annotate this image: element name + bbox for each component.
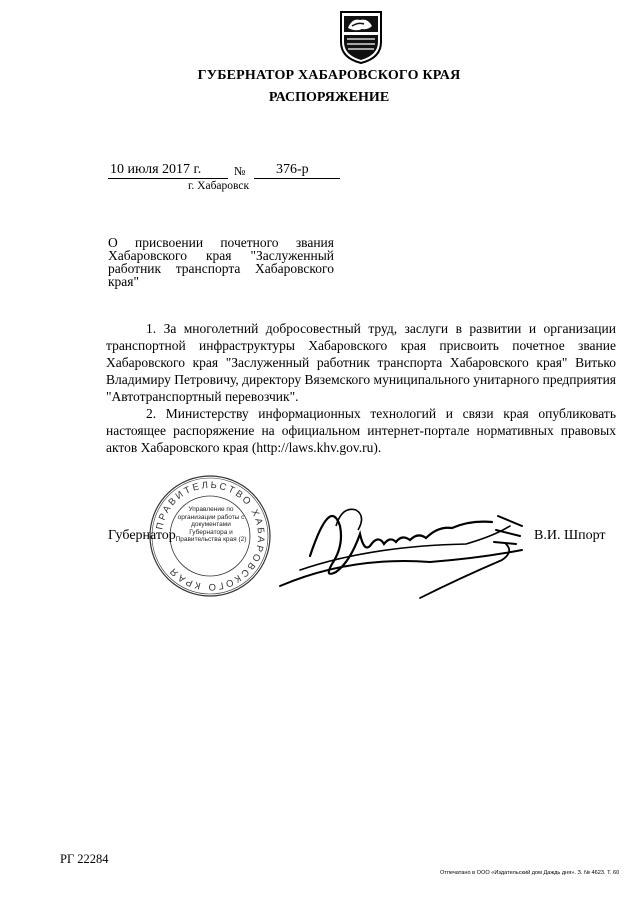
number-underline bbox=[254, 178, 340, 179]
registration-number: РГ 22284 bbox=[60, 852, 109, 866]
stamp-inner-text: Управление по организации работы с документами Губернатора и Правительства края (2) bbox=[175, 506, 247, 543]
handwritten-signature bbox=[270, 486, 530, 602]
body-paragraph-1: 1. За многолетний добросовестный труд, заслуги в развитии и организации транспортной инфраструктуры Хабаровского края присвоить почетное звание Хабаровского края "Заслуженный работник транспорта Хабаровского края" Витько Владимиру Петровичу, директору Вяземского муниципального унитарного предприятия "Автотранспортный перевозчик". bbox=[106, 321, 616, 404]
document-city: г. Хабаровск bbox=[188, 180, 250, 192]
printer-imprint: Отпечатано в ООО «Издательский дом Даждь дня». З. № 4623. Т. 60 bbox=[440, 870, 620, 876]
document-date: 10 июля 2017 г. bbox=[110, 162, 202, 177]
document-type: РАСПОРЯЖЕНИЕ bbox=[268, 90, 390, 105]
document-number: 376-р bbox=[276, 162, 309, 177]
document-subject: О присвоении почетного звания Хабаровского края "Заслуженный работник транспорта Хабаровского края" bbox=[108, 235, 334, 289]
body-paragraph-2: 2. Министерству информационных технологий и связи края опубликовать настоящее распоряжение на официальном интернет-портале нормативных правовых актов Хабаровского края (http://laws.khv.gov.ru). bbox=[106, 406, 616, 455]
number-sign: № bbox=[234, 164, 246, 178]
signatory-role: Губернатор bbox=[108, 528, 176, 543]
document-body bbox=[106, 320, 616, 456]
date-underline bbox=[108, 178, 228, 179]
stamp-ring-text: ПРАВИТЕЛЬСТВО ХАБАРОВСКОГО КРАЯ bbox=[154, 479, 267, 593]
signatory-name: В.И. Шпорт bbox=[534, 528, 606, 543]
coat-of-arms-icon bbox=[338, 8, 384, 64]
issuing-authority: ГУБЕРНАТОР ХАБАРОВСКОГО КРАЯ bbox=[197, 68, 461, 83]
